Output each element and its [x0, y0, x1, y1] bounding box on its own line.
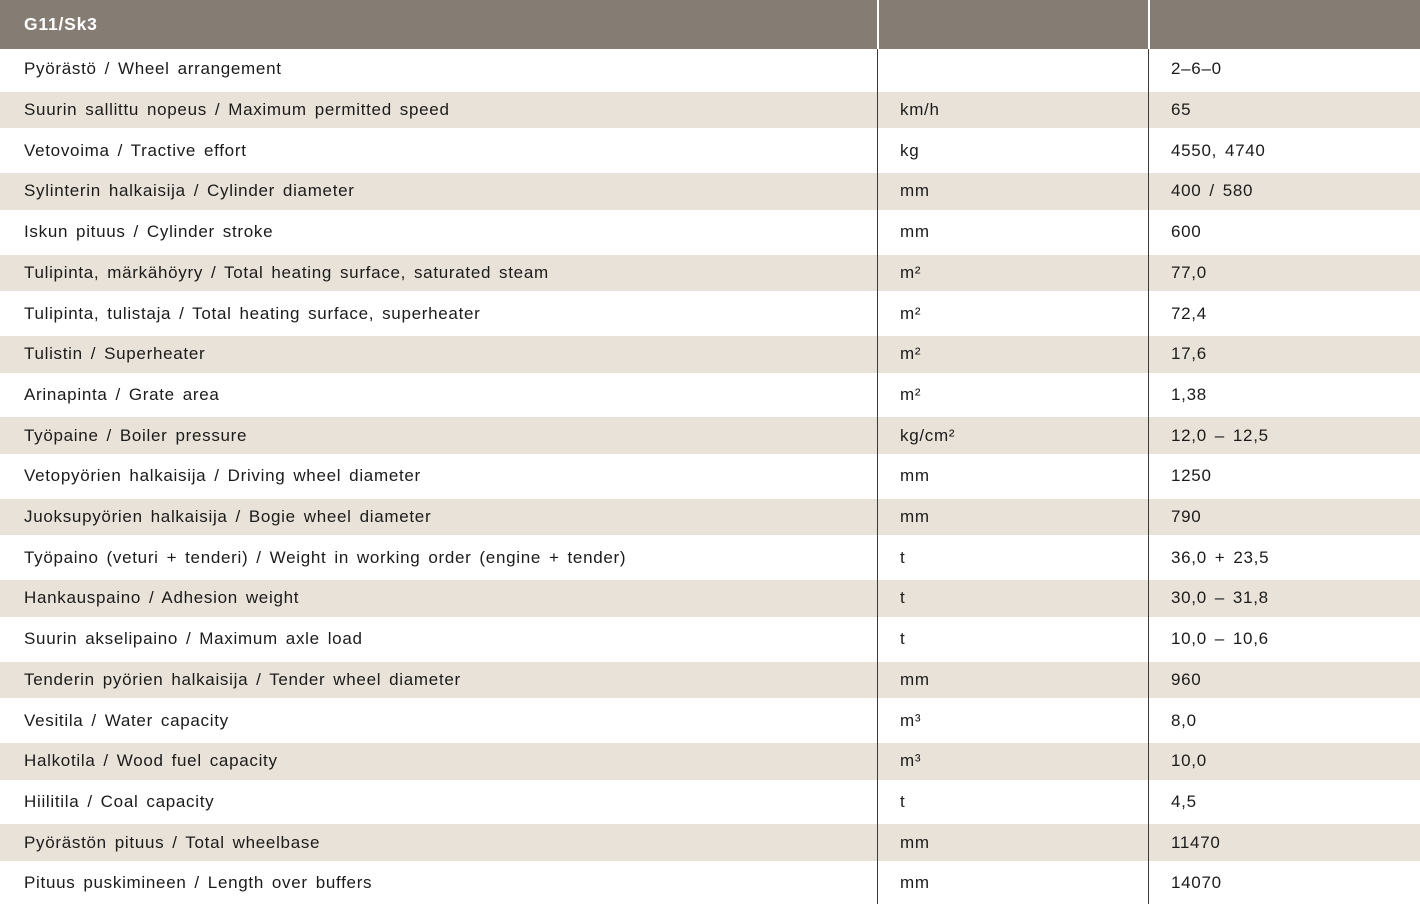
row-label: Pituus puskimineen / Length over buffers	[24, 873, 373, 893]
row-value: 11470	[1171, 832, 1221, 852]
table-row	[0, 578, 1420, 619]
header-unit-cell	[877, 0, 1148, 49]
row-label: Juoksupyörien halkaisija / Bogie wheel diameter	[24, 507, 432, 527]
row-value: 4,5	[1171, 792, 1197, 811]
row-value: 790	[1171, 507, 1202, 527]
header-value-cell	[1148, 0, 1420, 49]
row-label: Hankauspaino / Adhesion weight	[24, 588, 300, 608]
row-unit: mm	[900, 181, 930, 201]
row-value: 10,0	[1171, 751, 1207, 771]
row-unit: mm	[900, 466, 930, 486]
row-label: Suurin sallittu nopeus / Maximum permitted speed	[24, 100, 450, 120]
row-unit: t	[900, 792, 906, 811]
row-label: Tulistin / Superheater	[24, 344, 206, 364]
row-value: 10,0 – 10,6	[1171, 629, 1269, 649]
row-value: 36,0 + 23,5	[1171, 547, 1270, 567]
table-row	[0, 619, 1420, 660]
row-unit: kg/cm²	[900, 425, 956, 445]
row-value: 77,0	[1171, 262, 1207, 282]
row-label: Pyörästön pituus / Total wheelbase	[24, 832, 321, 852]
row-label: Tulipinta, märkähöyry / Total heating surface, saturated steam	[24, 262, 549, 282]
row-label: Tulipinta, tulistaja / Total heating surface, superheater	[24, 303, 481, 323]
table-row	[0, 375, 1420, 416]
row-value: 17,6	[1171, 344, 1207, 364]
row-unit: km/h	[900, 100, 940, 120]
row-label: Työpaino (veturi + tenderi) / Weight in working order (engine + tender)	[24, 547, 627, 567]
table-row	[0, 415, 1420, 456]
row-label: Vesitila / Water capacity	[24, 710, 229, 730]
row-unit: mm	[900, 507, 930, 527]
table-row	[0, 90, 1420, 131]
row-label: Iskun pituus / Cylinder stroke	[24, 222, 274, 242]
row-value: 8,0	[1171, 710, 1197, 730]
row-label: Tenderin pyörien halkaisija / Tender wheel diameter	[24, 669, 461, 689]
row-value: 4550, 4740	[1171, 140, 1266, 160]
row-value: 2–6–0	[1171, 59, 1222, 79]
row-unit: mm	[900, 222, 930, 242]
row-unit: mm	[900, 669, 930, 689]
table-row	[0, 660, 1420, 701]
row-value: 1,38	[1171, 384, 1207, 404]
table-row	[0, 456, 1420, 497]
row-unit: mm	[900, 832, 930, 852]
row-value: 1250	[1171, 466, 1212, 486]
table-row	[0, 497, 1420, 538]
row-value: 14070	[1171, 873, 1222, 893]
table-row	[0, 253, 1420, 294]
row-unit: m²	[900, 303, 922, 323]
table-row	[0, 782, 1420, 823]
row-label: Halkotila / Wood fuel capacity	[24, 751, 278, 771]
row-unit: kg	[900, 140, 920, 160]
table-row	[0, 537, 1420, 578]
row-label: Pyörästö / Wheel arrangement	[24, 59, 282, 79]
row-value: 65	[1171, 100, 1192, 120]
row-value: 600	[1171, 222, 1202, 242]
table-title: G11/Sk3	[24, 14, 98, 34]
row-label: Työpaine / Boiler pressure	[24, 425, 248, 445]
row-label: Suurin akselipaino / Maximum axle load	[24, 629, 363, 649]
table-row	[0, 293, 1420, 334]
row-unit: t	[900, 547, 906, 567]
row-unit: m²	[900, 344, 922, 364]
table-row	[0, 741, 1420, 782]
row-unit: m³	[900, 751, 922, 771]
table-row	[0, 49, 1420, 90]
row-label: Vetopyörien halkaisija / Driving wheel diameter	[24, 466, 421, 486]
table-row	[0, 700, 1420, 741]
table-row	[0, 212, 1420, 253]
row-unit	[877, 49, 1148, 90]
table-row	[0, 822, 1420, 863]
row-value: 30,0 – 31,8	[1171, 588, 1269, 608]
row-unit: mm	[900, 873, 930, 893]
row-label: Vetovoima / Tractive effort	[24, 140, 247, 160]
row-value: 72,4	[1171, 303, 1207, 323]
row-value: 400 / 580	[1171, 181, 1254, 201]
table-header-row	[0, 0, 1420, 49]
table-row	[0, 130, 1420, 171]
row-label: Hiilitila / Coal capacity	[24, 792, 215, 811]
table-row	[0, 863, 1420, 904]
row-value: 12,0 – 12,5	[1171, 425, 1269, 445]
row-label: Arinapinta / Grate area	[24, 384, 220, 404]
row-unit: m³	[900, 710, 922, 730]
row-value: 960	[1171, 669, 1202, 689]
row-unit: m²	[900, 384, 922, 404]
table-row	[0, 171, 1420, 212]
table-row	[0, 334, 1420, 375]
row-label: Sylinterin halkaisija / Cylinder diameter	[24, 181, 355, 201]
table-body	[0, 49, 1420, 904]
row-unit: m²	[900, 262, 922, 282]
row-unit: t	[900, 588, 906, 608]
row-unit: t	[900, 629, 906, 649]
